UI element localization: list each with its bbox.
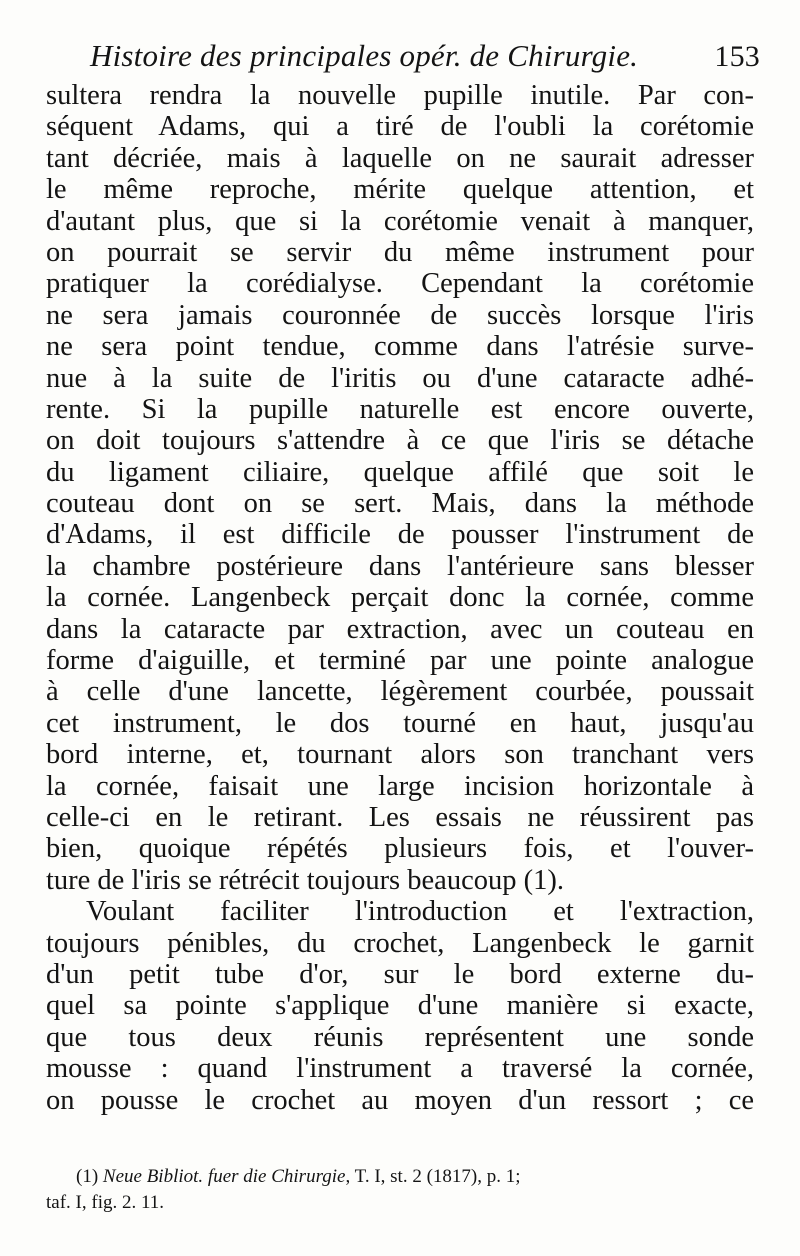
running-head-title: Histoire des principales opér. de Chirurgie. [90, 38, 639, 73]
body-line: du ligament ciliaire, quelque affilé que soit le [46, 456, 754, 488]
body-line: séquent Adams, qui a tiré de l'oubli la corétomie [46, 111, 754, 143]
body-line: d'un petit tube d'or, sur le bord externe du- [46, 958, 754, 990]
body-line: pratiquer la corédialyse. Cependant la corétomie [46, 268, 754, 300]
page-number: 153 [714, 40, 760, 73]
footnote-marker: (1) [76, 1166, 99, 1187]
body-line: la cornée. Langenbeck perçait donc la cornée, comme [46, 582, 754, 614]
body-line: Voulant faciliter l'introduction et l'extraction, [86, 896, 754, 928]
running-head [90, 38, 760, 78]
body-line: ne sera jamais couronnée de succès lorsque l'iris [46, 299, 754, 331]
body-line: bien, quoique répétés plusieurs fois, et l'ouver- [46, 833, 754, 865]
footnote-source-title: Neue Bibliot. fuer die Chirurgie [102, 1166, 346, 1187]
body-line: cet instrument, le dos tourné en haut, jusqu'au [46, 707, 754, 739]
body-line: sultera rendra la nouvelle pupille inutile. Par con- [46, 80, 754, 111]
body-line: on pousse le crochet au moyen d'un ressort ; ce [46, 1084, 754, 1116]
footnote-line-2: taf. I, fig. 2. 11. [46, 1192, 165, 1213]
body-line: à celle d'une lancette, légèrement courbée, poussait [46, 676, 754, 708]
body-line: on pourrait se servir du même instrument pour [46, 236, 754, 268]
body-line: d'Adams, il est difficile de pousser l'instrument de [46, 519, 754, 551]
body-line: toujours pénibles, du crochet, Langenbeck le garnit [46, 927, 754, 959]
footnote [46, 1164, 754, 1216]
body-line: celle-ci en le retirant. Les essais ne réussirent pas [46, 801, 754, 833]
body-line: quel sa pointe s'applique d'une manière si exacte, [46, 990, 754, 1022]
body-line: bord interne, et, tournant alors son tranchant vers [46, 739, 754, 771]
footnote-line-1 [46, 1164, 754, 1190]
body-line: la cornée, faisait une large incision horizontale à [46, 770, 754, 802]
body-line: ne sera point tendue, comme dans l'atrésie surve- [46, 331, 754, 363]
body-line: forme d'aiguille, et terminé par une pointe analogue [46, 645, 754, 677]
body-line: couteau dont on se sert. Mais, dans la méthode [46, 488, 754, 520]
body-line: on doit toujours s'attendre à ce que l'iris se détache [46, 425, 754, 457]
body-line: la chambre postérieure dans l'antérieure sans blesser [46, 550, 754, 582]
body-line: dans la cataracte par extraction, avec un couteau en [46, 613, 754, 645]
footnote-details: , T. I, st. 2 (1817), p. 1; [345, 1166, 521, 1187]
body-line: le même reproche, mérite quelque attention, et [46, 174, 754, 206]
body-line: rente. Si la pupille naturelle est encore ouverte, [46, 393, 754, 425]
body-line: que tous deux réunis représentent une sonde [46, 1021, 754, 1053]
body-line: ture de l'iris se rétrécit toujours beaucoup (1). [46, 864, 564, 896]
body-text [46, 80, 754, 1116]
body-line: nue à la suite de l'iritis ou d'une cataracte adhé- [46, 362, 754, 394]
body-line: tant décriée, mais à laquelle on ne saurait adresser [46, 142, 754, 174]
body-line: d'autant plus, que si la corétomie venait à manquer, [46, 205, 754, 237]
body-line: mousse : quand l'instrument a traversé la cornée, [46, 1053, 754, 1085]
